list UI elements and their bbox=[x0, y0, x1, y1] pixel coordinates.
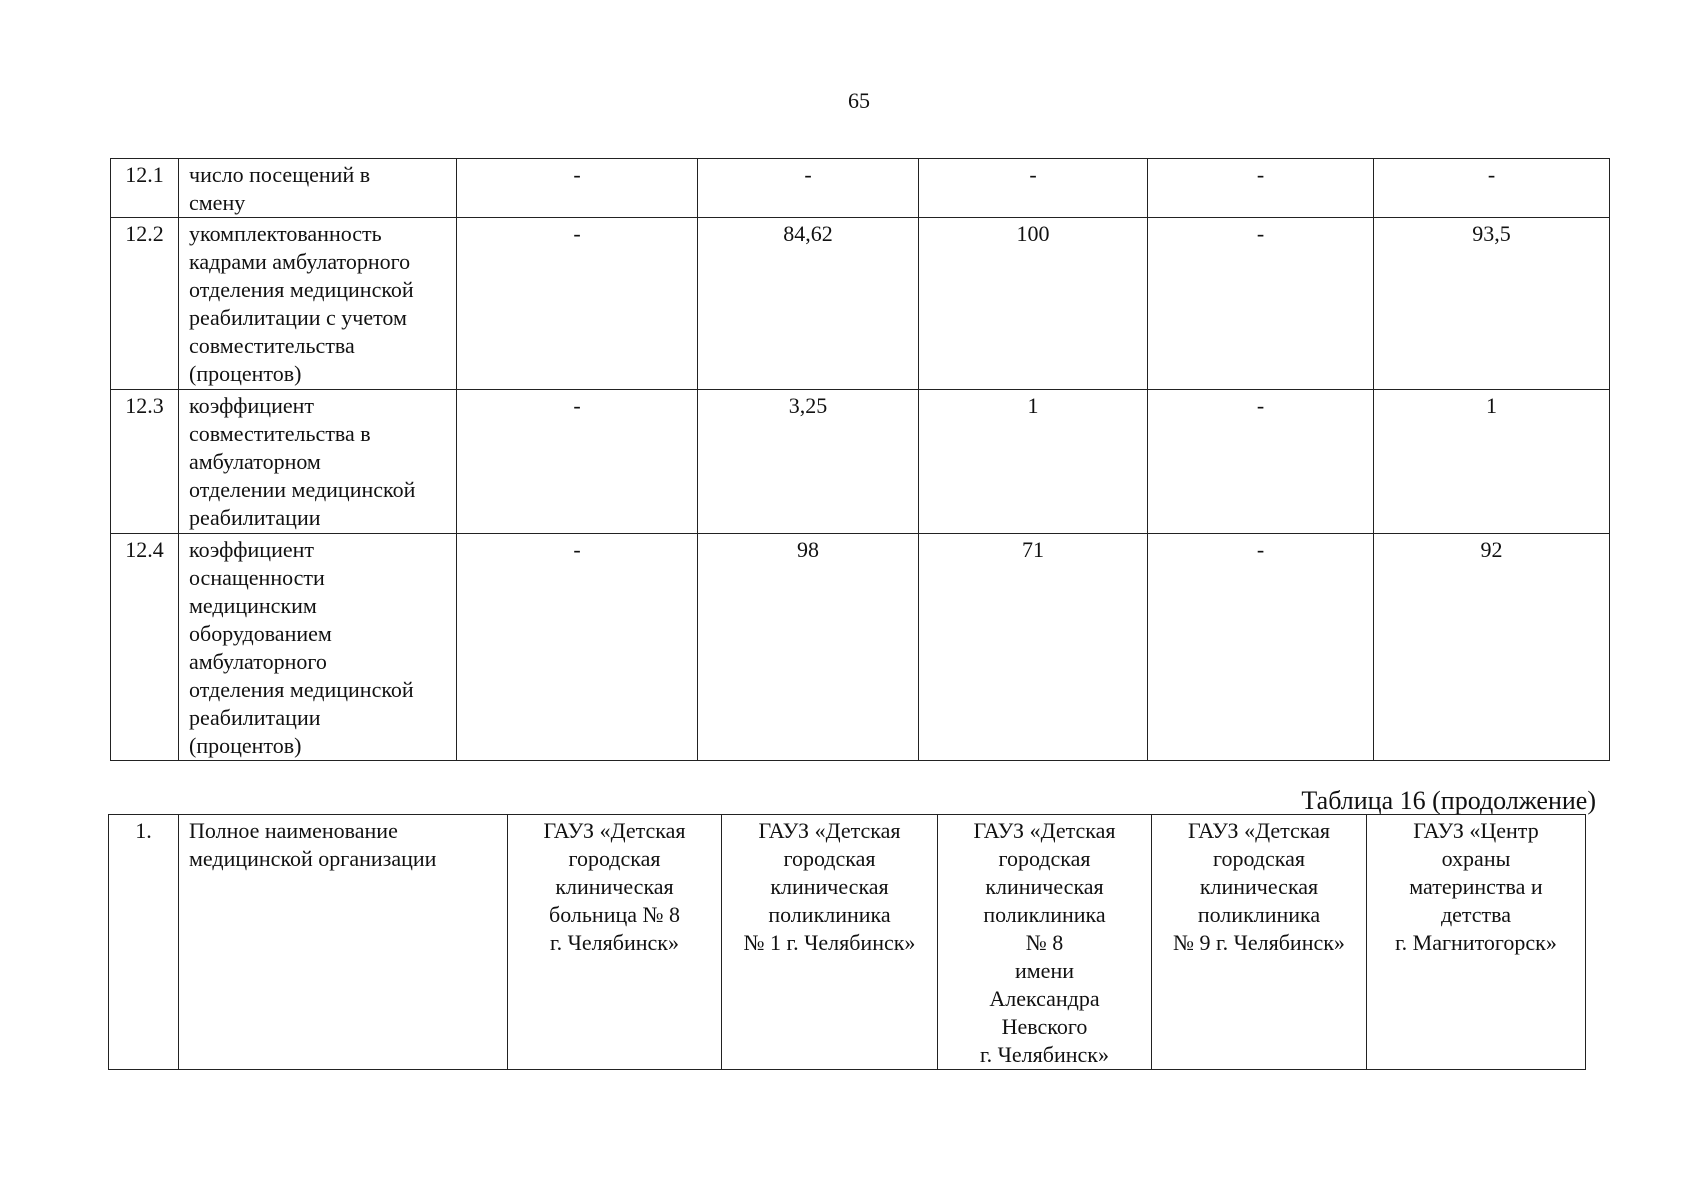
row-value: - bbox=[698, 159, 919, 218]
page-number: 65 bbox=[848, 88, 870, 113]
table-caption: Таблица 16 (продолжение) bbox=[1301, 786, 1596, 815]
row-label: коэффициент совместительства в амбулаторном отделении медицинской реабилитации bbox=[179, 390, 457, 534]
table-row bbox=[111, 390, 1610, 534]
organization-name: ГАУЗ «Детская городская клиническая поликлиника № 9 г. Челябинск» bbox=[1152, 815, 1367, 1070]
row-value: - bbox=[457, 390, 698, 534]
row-value: - bbox=[1374, 159, 1610, 218]
row-value: 1 bbox=[919, 390, 1148, 534]
row-value: 3,25 bbox=[698, 390, 919, 534]
row-label: Полное наименование медицинской организации bbox=[179, 815, 508, 1070]
row-number: 12.4 bbox=[111, 534, 179, 761]
row-value: 71 bbox=[919, 534, 1148, 761]
organization-name: ГАУЗ «Детская городская клиническая поликлиника № 8 имени Александра Невского г. Челябинск» bbox=[938, 815, 1152, 1070]
row-value: - bbox=[919, 159, 1148, 218]
row-number: 12.1 bbox=[111, 159, 179, 218]
organization-name: ГАУЗ «Центр охраны материнства и детства г. Магнитогорск» bbox=[1367, 815, 1586, 1070]
row-value: - bbox=[457, 159, 698, 218]
row-value: - bbox=[457, 534, 698, 761]
row-value: 98 bbox=[698, 534, 919, 761]
row-value: 92 bbox=[1374, 534, 1610, 761]
row-value: - bbox=[457, 218, 698, 390]
row-value: - bbox=[1148, 534, 1374, 761]
organizations-table bbox=[108, 814, 1586, 1070]
table-row bbox=[111, 159, 1610, 218]
row-label: число посещений в смену bbox=[179, 159, 457, 218]
row-value: 93,5 bbox=[1374, 218, 1610, 390]
row-value: 84,62 bbox=[698, 218, 919, 390]
row-value: 1 bbox=[1374, 390, 1610, 534]
row-number: 12.2 bbox=[111, 218, 179, 390]
row-value: - bbox=[1148, 159, 1374, 218]
row-value: - bbox=[1148, 218, 1374, 390]
table-row bbox=[109, 815, 1586, 1070]
row-number: 1. bbox=[109, 815, 179, 1070]
row-label: коэффициент оснащенности медицинским оборудованием амбулаторного отделения медицинской реабилитации (процентов) bbox=[179, 534, 457, 761]
organization-name: ГАУЗ «Детская городская клиническая больница № 8 г. Челябинск» bbox=[508, 815, 722, 1070]
organization-name: ГАУЗ «Детская городская клиническая поликлиника № 1 г. Челябинск» bbox=[722, 815, 938, 1070]
row-value: - bbox=[1148, 390, 1374, 534]
table-row bbox=[111, 534, 1610, 761]
table-row bbox=[111, 218, 1610, 390]
row-value: 100 bbox=[919, 218, 1148, 390]
row-number: 12.3 bbox=[111, 390, 179, 534]
row-label: укомплектованность кадрами амбулаторного отделения медицинской реабилитации с учетом совместительства (процентов) bbox=[179, 218, 457, 390]
indicators-table bbox=[110, 158, 1610, 761]
